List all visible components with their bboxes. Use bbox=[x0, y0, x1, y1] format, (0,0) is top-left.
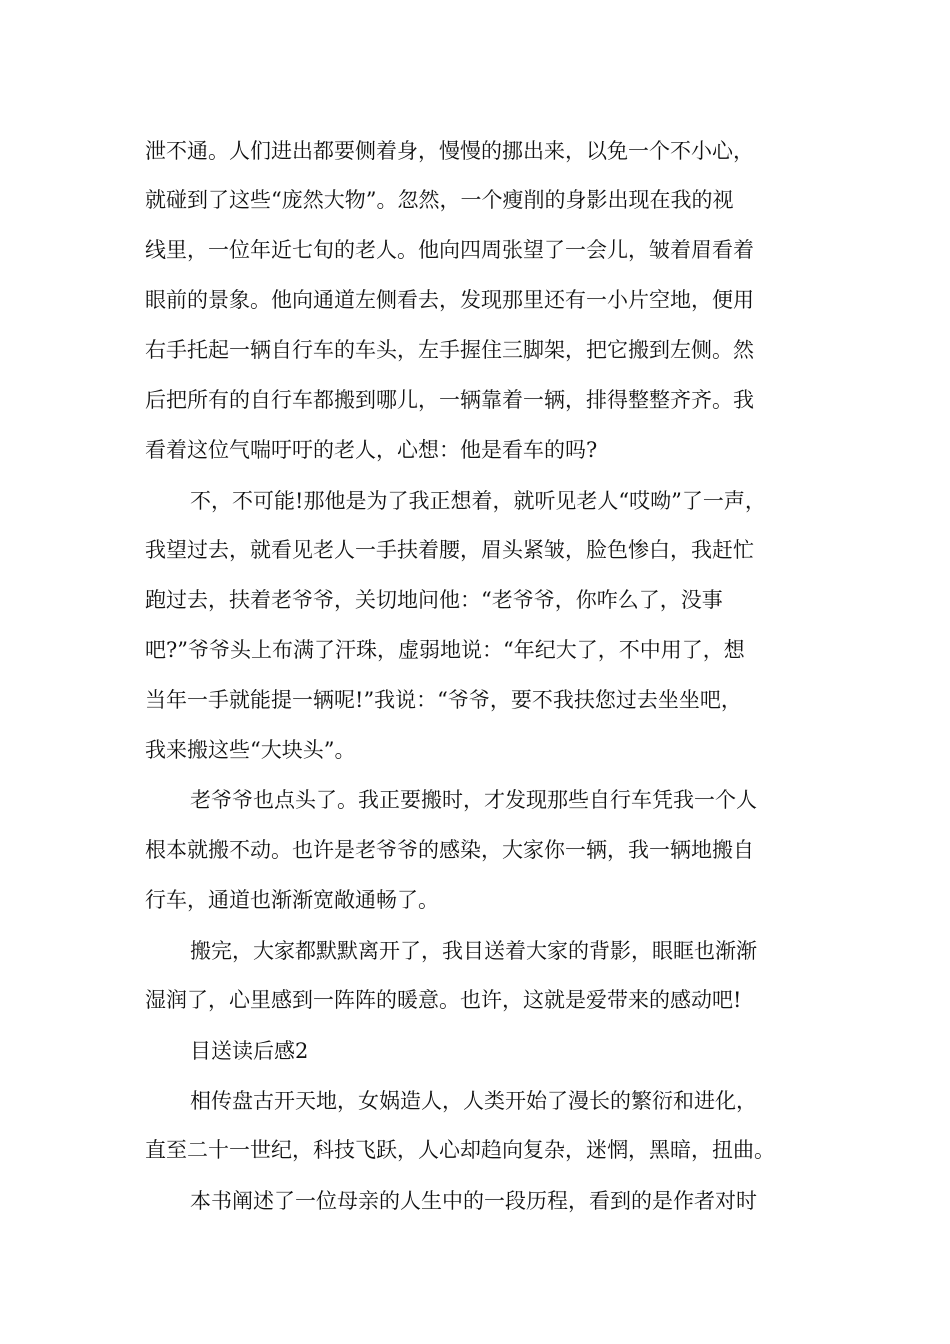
text-line bbox=[0, 785, 950, 815]
text-line bbox=[0, 885, 950, 915]
text-line bbox=[0, 486, 950, 516]
text-line-content: 右手托起一辆自行车的车头，左手握住三脚架，把它搬到左侧。然 bbox=[145, 338, 754, 362]
text-line bbox=[0, 535, 950, 565]
text-line-content: 就碰到了这些“庞然大物”。忽然，一个瘦削的身影出现在我的视 bbox=[145, 188, 734, 212]
text-line-content: 跑过去，扶着老爷爷，关切地问他：“老爷爷，你咋么了，没事 bbox=[145, 588, 723, 612]
text-line bbox=[0, 385, 950, 415]
section-heading-text: 目送读后感2 bbox=[190, 1039, 309, 1063]
text-line-content: 湿润了，心里感到一阵阵的暖意。也许，这就是爱带来的感动吧! bbox=[145, 988, 742, 1012]
text-line-content: 相传盘古开天地，女娲造人，人类开始了漫长的繁衍和进化， bbox=[190, 1089, 757, 1113]
text-line bbox=[0, 735, 950, 765]
text-line bbox=[0, 936, 950, 966]
text-line bbox=[0, 335, 950, 365]
text-line bbox=[0, 235, 950, 265]
text-line-content: 泄不通。人们进出都要侧着身，慢慢的挪出来，以免一个不小心， bbox=[145, 139, 754, 163]
text-line bbox=[0, 985, 950, 1015]
text-line bbox=[0, 285, 950, 315]
text-line bbox=[0, 136, 950, 166]
text-line bbox=[0, 685, 950, 715]
text-line-content: 眼前的景象。他向通道左侧看去，发现那里还有一小片空地，便用 bbox=[145, 288, 754, 312]
text-line-content: 线里，一位年近七旬的老人。他向四周张望了一会儿，皱着眉看着 bbox=[145, 238, 754, 262]
text-line bbox=[0, 435, 950, 465]
text-line bbox=[0, 185, 950, 215]
text-line bbox=[0, 635, 950, 665]
text-line-content: 后把所有的自行车都搬到哪儿，一辆靠着一辆，排得整整齐齐。我 bbox=[145, 388, 754, 412]
text-line bbox=[0, 1186, 950, 1216]
text-line bbox=[0, 585, 950, 615]
text-line-content: 吧?”爷爷头上布满了汗珠，虚弱地说：“年纪大了，不中用了，想 bbox=[145, 638, 745, 662]
text-line-content: 看着这位气喘吁吁的老人，心想：他是看车的吗? bbox=[145, 438, 598, 462]
text-line-content: 本书阐述了一位母亲的人生中的一段历程，看到的是作者对时 bbox=[190, 1189, 757, 1213]
text-line bbox=[0, 835, 950, 865]
text-line-content: 我来搬这些“大块头”。 bbox=[145, 738, 356, 762]
text-line-content: 我望过去，就看见老人一手扶着腰，眉头紧皱，脸色惨白，我赶忙 bbox=[145, 538, 754, 562]
text-line bbox=[0, 1086, 950, 1116]
text-line-content: 老爷爷也点头了。我正要搬时，才发现那些自行车凭我一个人 bbox=[190, 788, 757, 812]
text-line bbox=[0, 1135, 950, 1165]
text-line-content: 根本就搬不动。也许是老爷爷的感染，大家你一辆，我一辆地搬自 bbox=[145, 838, 754, 862]
section-heading bbox=[0, 1036, 950, 1066]
text-line-content: 当年一手就能提一辆呢!”我说：“爷爷，要不我扶您过去坐坐吧， bbox=[145, 688, 742, 712]
text-line-content: 不，不可能!那他是为了我正想着，就听见老人“哎呦”了一声， bbox=[190, 489, 766, 513]
text-line-content: 直至二十一世纪，科技飞跃，人心却趋向复杂，迷惘，黑暗，扭曲。 bbox=[145, 1138, 775, 1162]
text-line-content: 行车，通道也渐渐宽敞通畅了。 bbox=[145, 888, 439, 912]
text-line-content: 搬完，大家都默默离开了，我目送着大家的背影，眼眶也渐渐 bbox=[190, 939, 757, 963]
